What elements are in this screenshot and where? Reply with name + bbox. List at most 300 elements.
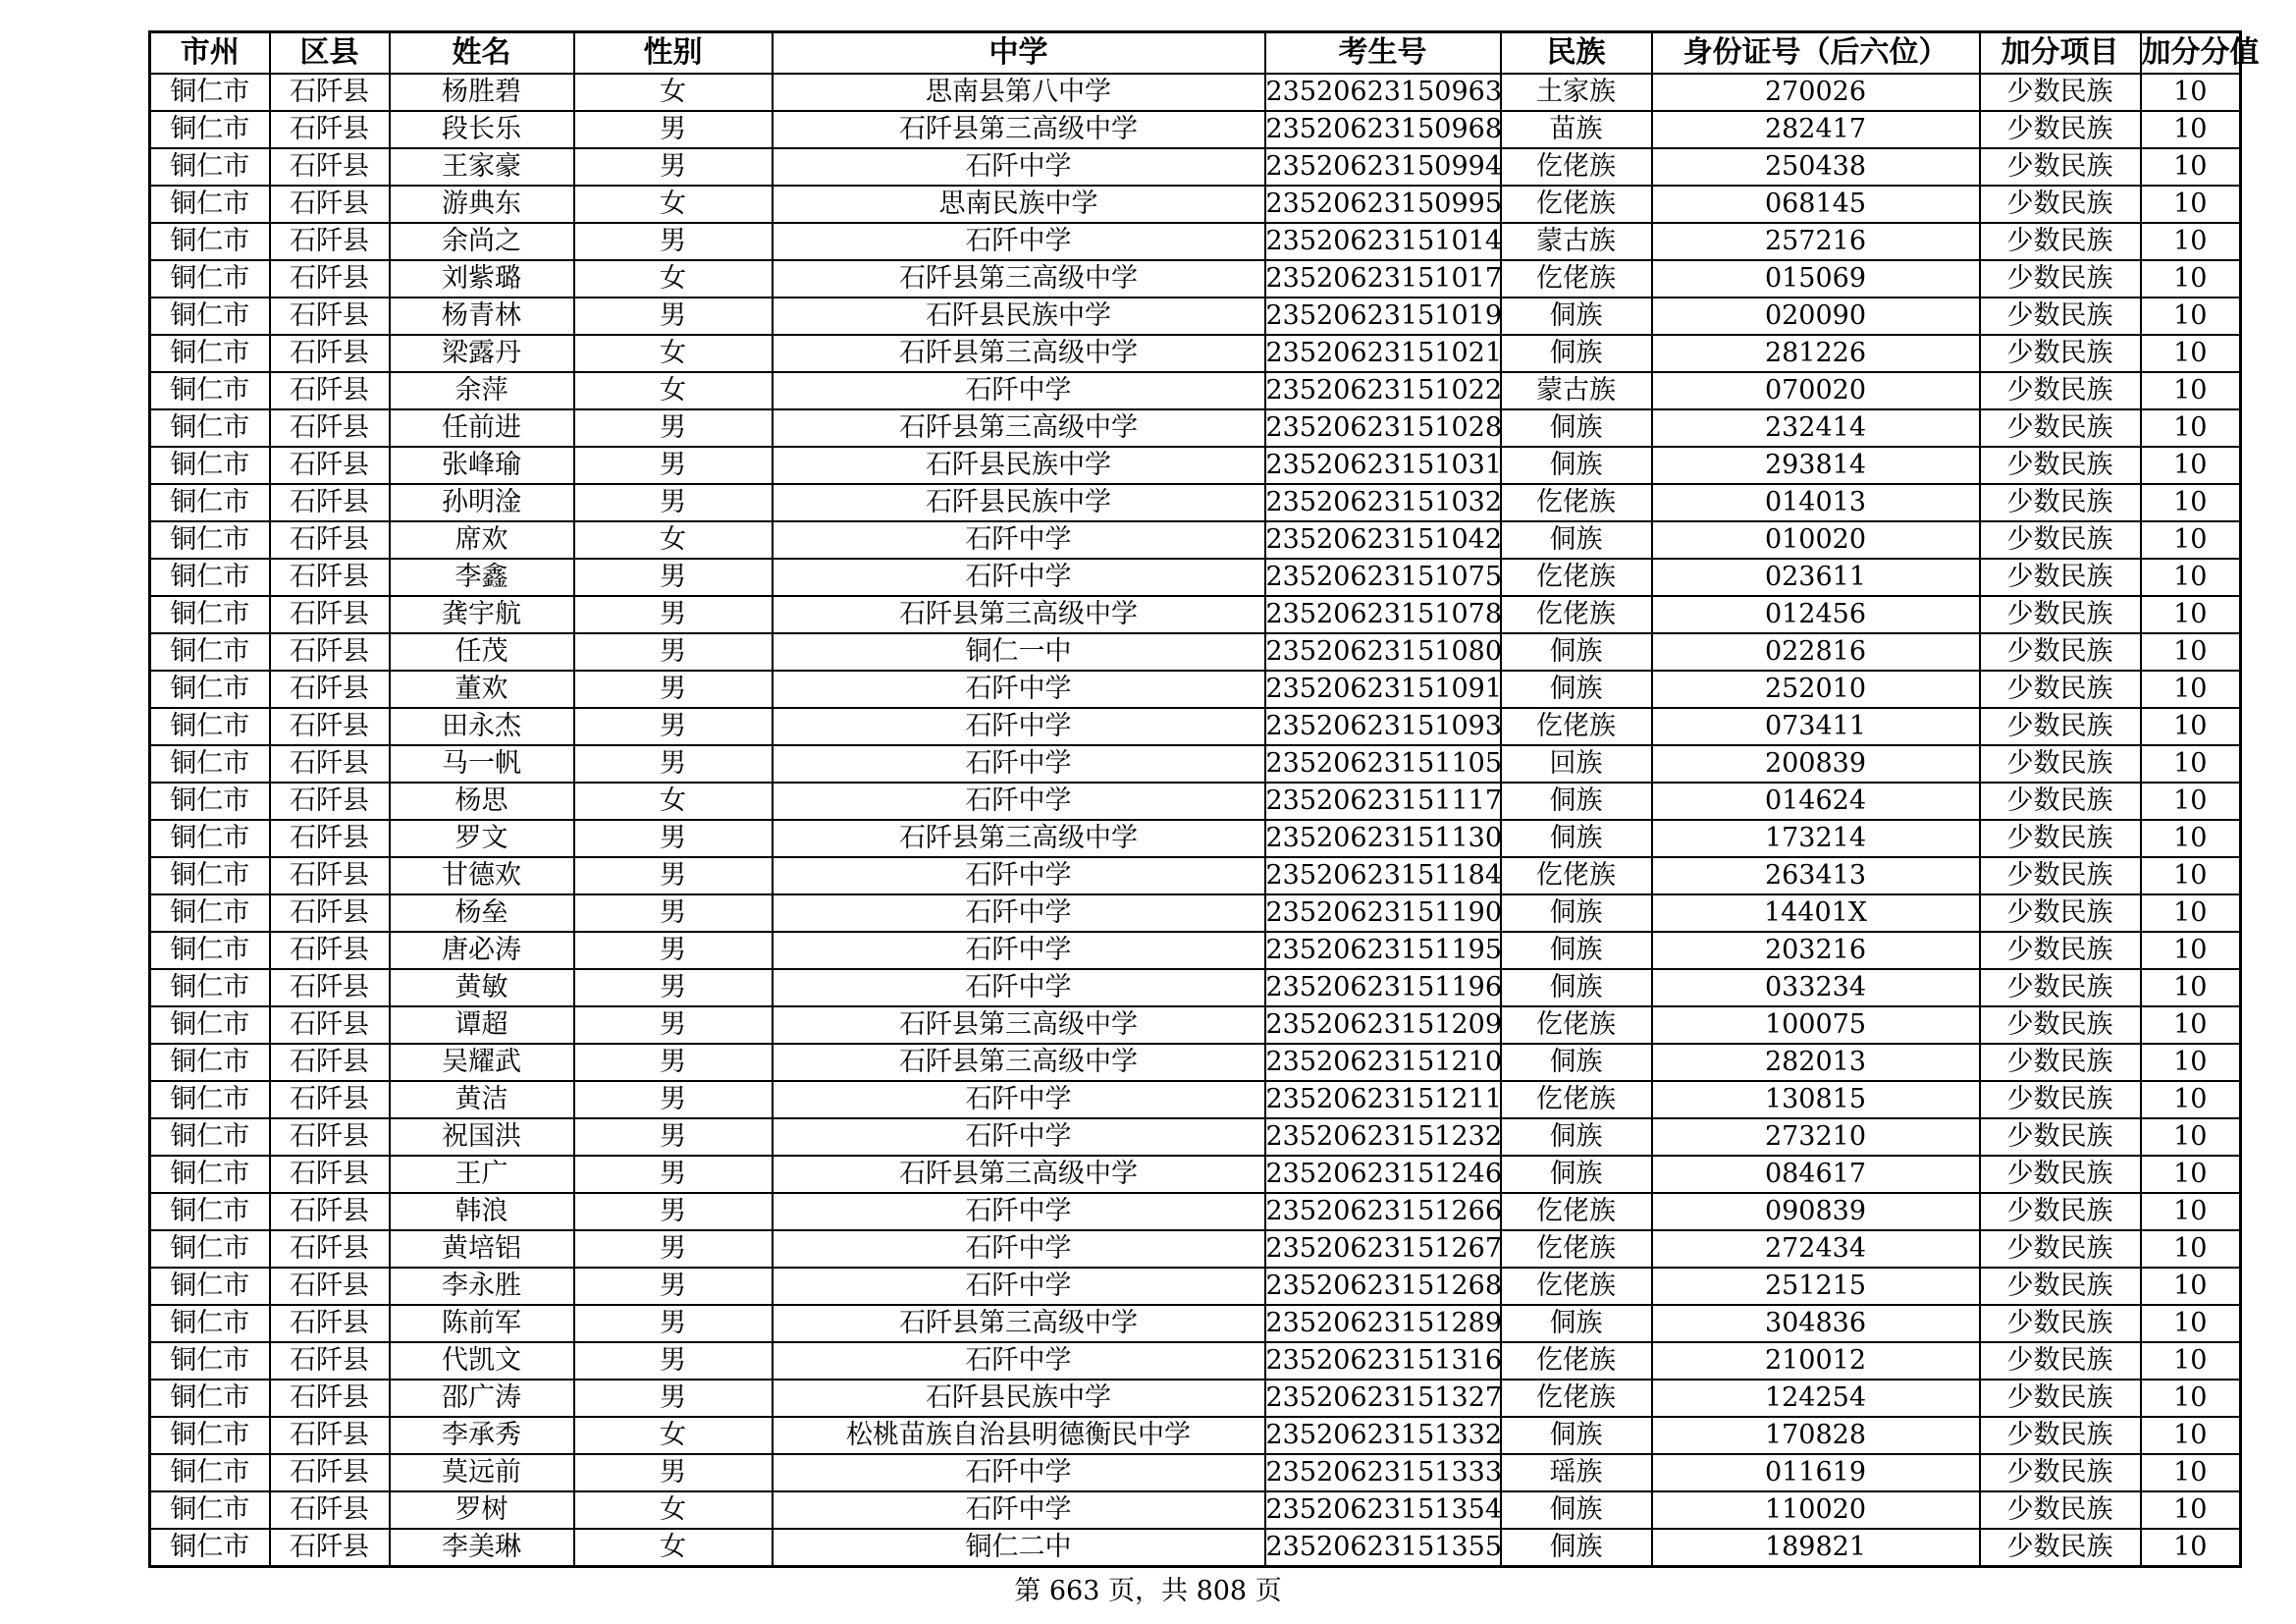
bonus-points-cell: 10 bbox=[2141, 820, 2241, 857]
county-cell: 石阡县 bbox=[270, 1454, 390, 1491]
city-cell: 铜仁市 bbox=[150, 708, 270, 745]
name-cell: 杨思 bbox=[390, 783, 574, 820]
school-cell: 松桃苗族自治县明德衡民中学 bbox=[773, 1417, 1265, 1454]
county-cell: 石阡县 bbox=[270, 148, 390, 186]
city-cell: 铜仁市 bbox=[150, 1156, 270, 1193]
gender-cell: 女 bbox=[574, 521, 773, 559]
score-bonus-table-container bbox=[148, 30, 2260, 1568]
exam-number-cell: 23520623150994 bbox=[1265, 148, 1501, 186]
header-id-last-six: 身份证号（后六位） bbox=[1652, 32, 1980, 75]
exam-number-cell: 23520623151316 bbox=[1265, 1342, 1501, 1380]
county-cell: 石阡县 bbox=[270, 894, 390, 932]
name-cell: 邵广涛 bbox=[390, 1380, 574, 1417]
bonus-item-cell: 少数民族 bbox=[1980, 1118, 2141, 1156]
exam-number-cell: 23520623151117 bbox=[1265, 783, 1501, 820]
bonus-points-cell: 10 bbox=[2141, 298, 2241, 335]
name-cell: 张峰瑜 bbox=[390, 447, 574, 484]
bonus-points-cell: 10 bbox=[2141, 409, 2241, 447]
table-header-row bbox=[150, 32, 2241, 75]
city-cell: 铜仁市 bbox=[150, 932, 270, 969]
table-row bbox=[150, 1305, 2241, 1342]
exam-number-cell: 23520623151267 bbox=[1265, 1230, 1501, 1268]
exam-number-cell: 23520623151028 bbox=[1265, 409, 1501, 447]
gender-cell: 女 bbox=[574, 335, 773, 372]
table-row bbox=[150, 1156, 2241, 1193]
bonus-item-cell: 少数民族 bbox=[1980, 260, 2141, 298]
name-cell: 罗文 bbox=[390, 820, 574, 857]
table-row bbox=[150, 745, 2241, 783]
ethnicity-cell: 仡佬族 bbox=[1501, 596, 1652, 633]
exam-number-cell: 23520623150968 bbox=[1265, 111, 1501, 148]
county-cell: 石阡县 bbox=[270, 74, 390, 111]
id-last-six-cell: 012456 bbox=[1652, 596, 1980, 633]
bonus-item-cell: 少数民族 bbox=[1980, 1380, 2141, 1417]
ethnicity-cell: 仡佬族 bbox=[1501, 186, 1652, 223]
table-row bbox=[150, 857, 2241, 894]
bonus-item-cell: 少数民族 bbox=[1980, 1454, 2141, 1491]
name-cell: 李美琳 bbox=[390, 1529, 574, 1567]
name-cell: 黄敏 bbox=[390, 969, 574, 1006]
id-last-six-cell: 252010 bbox=[1652, 671, 1980, 708]
city-cell: 铜仁市 bbox=[150, 298, 270, 335]
ethnicity-cell: 瑶族 bbox=[1501, 1454, 1652, 1491]
table-row bbox=[150, 148, 2241, 186]
id-last-six-cell: 130815 bbox=[1652, 1081, 1980, 1118]
city-cell: 铜仁市 bbox=[150, 409, 270, 447]
header-name: 姓名 bbox=[390, 32, 574, 75]
bonus-item-cell: 少数民族 bbox=[1980, 969, 2141, 1006]
ethnicity-cell: 侗族 bbox=[1501, 1044, 1652, 1081]
name-cell: 黄洁 bbox=[390, 1081, 574, 1118]
exam-number-cell: 23520623151268 bbox=[1265, 1268, 1501, 1305]
gender-cell: 女 bbox=[574, 372, 773, 409]
id-last-six-cell: 14401X bbox=[1652, 894, 1980, 932]
school-cell: 石阡中学 bbox=[773, 148, 1265, 186]
ethnicity-cell: 蒙古族 bbox=[1501, 372, 1652, 409]
bonus-points-cell: 10 bbox=[2141, 1044, 2241, 1081]
gender-cell: 男 bbox=[574, 1156, 773, 1193]
bonus-item-cell: 少数民族 bbox=[1980, 820, 2141, 857]
gender-cell: 男 bbox=[574, 745, 773, 783]
city-cell: 铜仁市 bbox=[150, 1044, 270, 1081]
ethnicity-cell: 侗族 bbox=[1501, 1305, 1652, 1342]
page-footer: 第 663 页，共 808 页 bbox=[1014, 1576, 1282, 1606]
school-cell: 石阡中学 bbox=[773, 894, 1265, 932]
id-last-six-cell: 090839 bbox=[1652, 1193, 1980, 1230]
ethnicity-cell: 蒙古族 bbox=[1501, 223, 1652, 260]
id-last-six-cell: 020090 bbox=[1652, 298, 1980, 335]
gender-cell: 女 bbox=[574, 186, 773, 223]
bonus-points-cell: 10 bbox=[2141, 894, 2241, 932]
county-cell: 石阡县 bbox=[270, 1417, 390, 1454]
header-gender: 性别 bbox=[574, 32, 773, 75]
gender-cell: 男 bbox=[574, 1454, 773, 1491]
city-cell: 铜仁市 bbox=[150, 559, 270, 596]
exam-number-cell: 23520623151014 bbox=[1265, 223, 1501, 260]
name-cell: 唐必涛 bbox=[390, 932, 574, 969]
bonus-item-cell: 少数民族 bbox=[1980, 372, 2141, 409]
name-cell: 刘紫璐 bbox=[390, 260, 574, 298]
county-cell: 石阡县 bbox=[270, 447, 390, 484]
ethnicity-cell: 苗族 bbox=[1501, 111, 1652, 148]
name-cell: 甘德欢 bbox=[390, 857, 574, 894]
bonus-points-cell: 10 bbox=[2141, 1193, 2241, 1230]
bonus-item-cell: 少数民族 bbox=[1980, 186, 2141, 223]
ethnicity-cell: 侗族 bbox=[1501, 932, 1652, 969]
name-cell: 马一帆 bbox=[390, 745, 574, 783]
school-cell: 石阡中学 bbox=[773, 708, 1265, 745]
school-cell: 石阡中学 bbox=[773, 1193, 1265, 1230]
name-cell: 任前进 bbox=[390, 409, 574, 447]
exam-number-cell: 23520623151032 bbox=[1265, 484, 1501, 521]
bonus-item-cell: 少数民族 bbox=[1980, 1006, 2141, 1044]
school-cell: 石阡县第三高级中学 bbox=[773, 820, 1265, 857]
bonus-item-cell: 少数民族 bbox=[1980, 559, 2141, 596]
city-cell: 铜仁市 bbox=[150, 372, 270, 409]
bonus-points-cell: 10 bbox=[2141, 1380, 2241, 1417]
bonus-points-cell: 10 bbox=[2141, 335, 2241, 372]
county-cell: 石阡县 bbox=[270, 1268, 390, 1305]
ethnicity-cell: 侗族 bbox=[1501, 1529, 1652, 1567]
ethnicity-cell: 侗族 bbox=[1501, 671, 1652, 708]
gender-cell: 男 bbox=[574, 559, 773, 596]
table-row bbox=[150, 298, 2241, 335]
exam-number-cell: 23520623151246 bbox=[1265, 1156, 1501, 1193]
bonus-item-cell: 少数民族 bbox=[1980, 298, 2141, 335]
bonus-item-cell: 少数民族 bbox=[1980, 74, 2141, 111]
county-cell: 石阡县 bbox=[270, 335, 390, 372]
county-cell: 石阡县 bbox=[270, 1305, 390, 1342]
ethnicity-cell: 仡佬族 bbox=[1501, 1342, 1652, 1380]
bonus-points-cell: 10 bbox=[2141, 1491, 2241, 1529]
bonus-item-cell: 少数民族 bbox=[1980, 1342, 2141, 1380]
id-last-six-cell: 022816 bbox=[1652, 633, 1980, 671]
ethnicity-cell: 仡佬族 bbox=[1501, 260, 1652, 298]
county-cell: 石阡县 bbox=[270, 1193, 390, 1230]
city-cell: 铜仁市 bbox=[150, 1230, 270, 1268]
county-cell: 石阡县 bbox=[270, 223, 390, 260]
gender-cell: 男 bbox=[574, 1342, 773, 1380]
city-cell: 铜仁市 bbox=[150, 521, 270, 559]
bonus-points-cell: 10 bbox=[2141, 1081, 2241, 1118]
id-last-six-cell: 070020 bbox=[1652, 372, 1980, 409]
table-row bbox=[150, 671, 2241, 708]
exam-number-cell: 23520623150995 bbox=[1265, 186, 1501, 223]
table-row bbox=[150, 1529, 2241, 1567]
id-last-six-cell: 272434 bbox=[1652, 1230, 1980, 1268]
score-bonus-table bbox=[148, 30, 2260, 1568]
table-row bbox=[150, 223, 2241, 260]
name-cell: 杨青林 bbox=[390, 298, 574, 335]
bonus-points-cell: 10 bbox=[2141, 1417, 2241, 1454]
city-cell: 铜仁市 bbox=[150, 1417, 270, 1454]
bonus-item-cell: 少数民族 bbox=[1980, 596, 2141, 633]
bonus-item-cell: 少数民族 bbox=[1980, 1268, 2141, 1305]
gender-cell: 男 bbox=[574, 1305, 773, 1342]
bonus-points-cell: 10 bbox=[2141, 1230, 2241, 1268]
county-cell: 石阡县 bbox=[270, 1342, 390, 1380]
bonus-points-cell: 10 bbox=[2141, 447, 2241, 484]
school-cell: 石阡县第三高级中学 bbox=[773, 1006, 1265, 1044]
bonus-points-cell: 10 bbox=[2141, 1305, 2241, 1342]
exam-number-cell: 23520623151354 bbox=[1265, 1491, 1501, 1529]
bonus-points-cell: 10 bbox=[2141, 969, 2241, 1006]
bonus-points-cell: 10 bbox=[2141, 260, 2241, 298]
exam-number-cell: 23520623151196 bbox=[1265, 969, 1501, 1006]
id-last-six-cell: 282417 bbox=[1652, 111, 1980, 148]
city-cell: 铜仁市 bbox=[150, 745, 270, 783]
name-cell: 游典东 bbox=[390, 186, 574, 223]
bonus-item-cell: 少数民族 bbox=[1980, 1081, 2141, 1118]
school-cell: 铜仁一中 bbox=[773, 633, 1265, 671]
bonus-points-cell: 10 bbox=[2141, 1006, 2241, 1044]
school-cell: 石阡县第三高级中学 bbox=[773, 111, 1265, 148]
school-cell: 石阡中学 bbox=[773, 1454, 1265, 1491]
county-cell: 石阡县 bbox=[270, 745, 390, 783]
county-cell: 石阡县 bbox=[270, 1156, 390, 1193]
school-cell: 石阡中学 bbox=[773, 372, 1265, 409]
exam-number-cell: 23520623151017 bbox=[1265, 260, 1501, 298]
gender-cell: 男 bbox=[574, 1380, 773, 1417]
exam-number-cell: 23520623151289 bbox=[1265, 1305, 1501, 1342]
bonus-item-cell: 少数民族 bbox=[1980, 1491, 2141, 1529]
city-cell: 铜仁市 bbox=[150, 1529, 270, 1567]
ethnicity-cell: 仡佬族 bbox=[1501, 1268, 1652, 1305]
table-row bbox=[150, 1380, 2241, 1417]
school-cell: 石阡县民族中学 bbox=[773, 484, 1265, 521]
school-cell: 石阡县民族中学 bbox=[773, 298, 1265, 335]
table-row bbox=[150, 484, 2241, 521]
bonus-points-cell: 10 bbox=[2141, 1118, 2241, 1156]
county-cell: 石阡县 bbox=[270, 521, 390, 559]
header-city: 市州 bbox=[150, 32, 270, 75]
id-last-six-cell: 304836 bbox=[1652, 1305, 1980, 1342]
gender-cell: 女 bbox=[574, 783, 773, 820]
table-row bbox=[150, 596, 2241, 633]
bonus-points-cell: 10 bbox=[2141, 745, 2241, 783]
city-cell: 铜仁市 bbox=[150, 969, 270, 1006]
bonus-points-cell: 10 bbox=[2141, 1156, 2241, 1193]
school-cell: 石阡县民族中学 bbox=[773, 447, 1265, 484]
school-cell: 石阡县第三高级中学 bbox=[773, 1044, 1265, 1081]
bonus-item-cell: 少数民族 bbox=[1980, 1044, 2141, 1081]
id-last-six-cell: 210012 bbox=[1652, 1342, 1980, 1380]
bonus-item-cell: 少数民族 bbox=[1980, 335, 2141, 372]
city-cell: 铜仁市 bbox=[150, 633, 270, 671]
school-cell: 石阡中学 bbox=[773, 969, 1265, 1006]
name-cell: 李承秀 bbox=[390, 1417, 574, 1454]
table-row bbox=[150, 521, 2241, 559]
exam-number-cell: 23520623151075 bbox=[1265, 559, 1501, 596]
id-last-six-cell: 170828 bbox=[1652, 1417, 1980, 1454]
id-last-six-cell: 173214 bbox=[1652, 820, 1980, 857]
header-bonus-item: 加分项目 bbox=[1980, 32, 2141, 75]
city-cell: 铜仁市 bbox=[150, 1305, 270, 1342]
ethnicity-cell: 仡佬族 bbox=[1501, 1230, 1652, 1268]
school-cell: 思南县第八中学 bbox=[773, 74, 1265, 111]
county-cell: 石阡县 bbox=[270, 260, 390, 298]
exam-number-cell: 23520623151211 bbox=[1265, 1081, 1501, 1118]
gender-cell: 男 bbox=[574, 633, 773, 671]
county-cell: 石阡县 bbox=[270, 1380, 390, 1417]
header-bonus-points: 加分分值 bbox=[2141, 32, 2241, 75]
exam-number-cell: 23520623151333 bbox=[1265, 1454, 1501, 1491]
bonus-points-cell: 10 bbox=[2141, 186, 2241, 223]
city-cell: 铜仁市 bbox=[150, 186, 270, 223]
name-cell: 董欢 bbox=[390, 671, 574, 708]
id-last-six-cell: 203216 bbox=[1652, 932, 1980, 969]
table-row bbox=[150, 820, 2241, 857]
gender-cell: 男 bbox=[574, 223, 773, 260]
bonus-points-cell: 10 bbox=[2141, 1529, 2241, 1567]
id-last-six-cell: 068145 bbox=[1652, 186, 1980, 223]
county-cell: 石阡县 bbox=[270, 559, 390, 596]
county-cell: 石阡县 bbox=[270, 1006, 390, 1044]
city-cell: 铜仁市 bbox=[150, 1193, 270, 1230]
ethnicity-cell: 侗族 bbox=[1501, 447, 1652, 484]
name-cell: 谭超 bbox=[390, 1006, 574, 1044]
bonus-points-cell: 10 bbox=[2141, 559, 2241, 596]
id-last-six-cell: 251215 bbox=[1652, 1268, 1980, 1305]
table-body bbox=[150, 74, 2241, 1567]
id-last-six-cell: 124254 bbox=[1652, 1380, 1980, 1417]
ethnicity-cell: 仡佬族 bbox=[1501, 148, 1652, 186]
name-cell: 余萍 bbox=[390, 372, 574, 409]
gender-cell: 男 bbox=[574, 1230, 773, 1268]
id-last-six-cell: 281226 bbox=[1652, 335, 1980, 372]
ethnicity-cell: 仡佬族 bbox=[1501, 1006, 1652, 1044]
school-cell: 石阡中学 bbox=[773, 671, 1265, 708]
bonus-points-cell: 10 bbox=[2141, 671, 2241, 708]
bonus-item-cell: 少数民族 bbox=[1980, 1156, 2141, 1193]
name-cell: 杨胜碧 bbox=[390, 74, 574, 111]
bonus-item-cell: 少数民族 bbox=[1980, 447, 2141, 484]
bonus-item-cell: 少数民族 bbox=[1980, 409, 2141, 447]
ethnicity-cell: 侗族 bbox=[1501, 783, 1652, 820]
table-row bbox=[150, 559, 2241, 596]
exam-number-cell: 23520623151021 bbox=[1265, 335, 1501, 372]
id-last-six-cell: 250438 bbox=[1652, 148, 1980, 186]
gender-cell: 男 bbox=[574, 969, 773, 1006]
id-last-six-cell: 033234 bbox=[1652, 969, 1980, 1006]
exam-number-cell: 23520623151355 bbox=[1265, 1529, 1501, 1567]
bonus-points-cell: 10 bbox=[2141, 74, 2241, 111]
gender-cell: 男 bbox=[574, 1044, 773, 1081]
exam-number-cell: 23520623151332 bbox=[1265, 1417, 1501, 1454]
exam-number-cell: 23520623151184 bbox=[1265, 857, 1501, 894]
exam-number-cell: 23520623151266 bbox=[1265, 1193, 1501, 1230]
ethnicity-cell: 侗族 bbox=[1501, 894, 1652, 932]
bonus-item-cell: 少数民族 bbox=[1980, 745, 2141, 783]
exam-number-cell: 23520623151209 bbox=[1265, 1006, 1501, 1044]
ethnicity-cell: 仡佬族 bbox=[1501, 484, 1652, 521]
id-last-six-cell: 010020 bbox=[1652, 521, 1980, 559]
table-row bbox=[150, 186, 2241, 223]
table-row bbox=[150, 932, 2241, 969]
exam-number-cell: 23520623151327 bbox=[1265, 1380, 1501, 1417]
name-cell: 祝国洪 bbox=[390, 1118, 574, 1156]
bonus-item-cell: 少数民族 bbox=[1980, 708, 2141, 745]
city-cell: 铜仁市 bbox=[150, 1380, 270, 1417]
bonus-points-cell: 10 bbox=[2141, 1342, 2241, 1380]
school-cell: 石阡中学 bbox=[773, 745, 1265, 783]
bonus-points-cell: 10 bbox=[2141, 1454, 2241, 1491]
bonus-points-cell: 10 bbox=[2141, 111, 2241, 148]
gender-cell: 女 bbox=[574, 1491, 773, 1529]
gender-cell: 男 bbox=[574, 111, 773, 148]
name-cell: 王广 bbox=[390, 1156, 574, 1193]
bonus-item-cell: 少数民族 bbox=[1980, 1417, 2141, 1454]
school-cell: 石阡中学 bbox=[773, 1491, 1265, 1529]
exam-number-cell: 23520623151210 bbox=[1265, 1044, 1501, 1081]
ethnicity-cell: 回族 bbox=[1501, 745, 1652, 783]
county-cell: 石阡县 bbox=[270, 1529, 390, 1567]
table-row bbox=[150, 633, 2241, 671]
id-last-six-cell: 263413 bbox=[1652, 857, 1980, 894]
bonus-item-cell: 少数民族 bbox=[1980, 633, 2141, 671]
table-row bbox=[150, 1454, 2241, 1491]
table-row bbox=[150, 708, 2241, 745]
bonus-item-cell: 少数民族 bbox=[1980, 1305, 2141, 1342]
county-cell: 石阡县 bbox=[270, 186, 390, 223]
gender-cell: 男 bbox=[574, 1268, 773, 1305]
exam-number-cell: 23520623151195 bbox=[1265, 932, 1501, 969]
gender-cell: 男 bbox=[574, 1006, 773, 1044]
gender-cell: 男 bbox=[574, 820, 773, 857]
id-last-six-cell: 273210 bbox=[1652, 1118, 1980, 1156]
gender-cell: 女 bbox=[574, 1529, 773, 1567]
exam-number-cell: 23520623151190 bbox=[1265, 894, 1501, 932]
id-last-six-cell: 073411 bbox=[1652, 708, 1980, 745]
gender-cell: 男 bbox=[574, 894, 773, 932]
name-cell: 莫远前 bbox=[390, 1454, 574, 1491]
city-cell: 铜仁市 bbox=[150, 148, 270, 186]
table-row bbox=[150, 409, 2241, 447]
city-cell: 铜仁市 bbox=[150, 484, 270, 521]
name-cell: 韩浪 bbox=[390, 1193, 574, 1230]
school-cell: 石阡中学 bbox=[773, 1230, 1265, 1268]
id-last-six-cell: 200839 bbox=[1652, 745, 1980, 783]
bonus-points-cell: 10 bbox=[2141, 372, 2241, 409]
gender-cell: 男 bbox=[574, 932, 773, 969]
header-school: 中学 bbox=[773, 32, 1265, 75]
table-row bbox=[150, 74, 2241, 111]
gender-cell: 男 bbox=[574, 1081, 773, 1118]
ethnicity-cell: 仡佬族 bbox=[1501, 857, 1652, 894]
city-cell: 铜仁市 bbox=[150, 671, 270, 708]
id-last-six-cell: 282013 bbox=[1652, 1044, 1980, 1081]
ethnicity-cell: 仡佬族 bbox=[1501, 1081, 1652, 1118]
gender-cell: 女 bbox=[574, 74, 773, 111]
city-cell: 铜仁市 bbox=[150, 894, 270, 932]
school-cell: 石阡县第三高级中学 bbox=[773, 409, 1265, 447]
school-cell: 石阡县第三高级中学 bbox=[773, 1156, 1265, 1193]
header-ethnicity: 民族 bbox=[1501, 32, 1652, 75]
name-cell: 余尚之 bbox=[390, 223, 574, 260]
table-row bbox=[150, 1417, 2241, 1454]
header-exam-number: 考生号 bbox=[1265, 32, 1501, 75]
school-cell: 铜仁二中 bbox=[773, 1529, 1265, 1567]
county-cell: 石阡县 bbox=[270, 1491, 390, 1529]
city-cell: 铜仁市 bbox=[150, 111, 270, 148]
ethnicity-cell: 仡佬族 bbox=[1501, 559, 1652, 596]
id-last-six-cell: 232414 bbox=[1652, 409, 1980, 447]
school-cell: 石阡县第三高级中学 bbox=[773, 335, 1265, 372]
city-cell: 铜仁市 bbox=[150, 1342, 270, 1380]
bonus-points-cell: 10 bbox=[2141, 596, 2241, 633]
id-last-six-cell: 014624 bbox=[1652, 783, 1980, 820]
school-cell: 石阡县民族中学 bbox=[773, 1380, 1265, 1417]
